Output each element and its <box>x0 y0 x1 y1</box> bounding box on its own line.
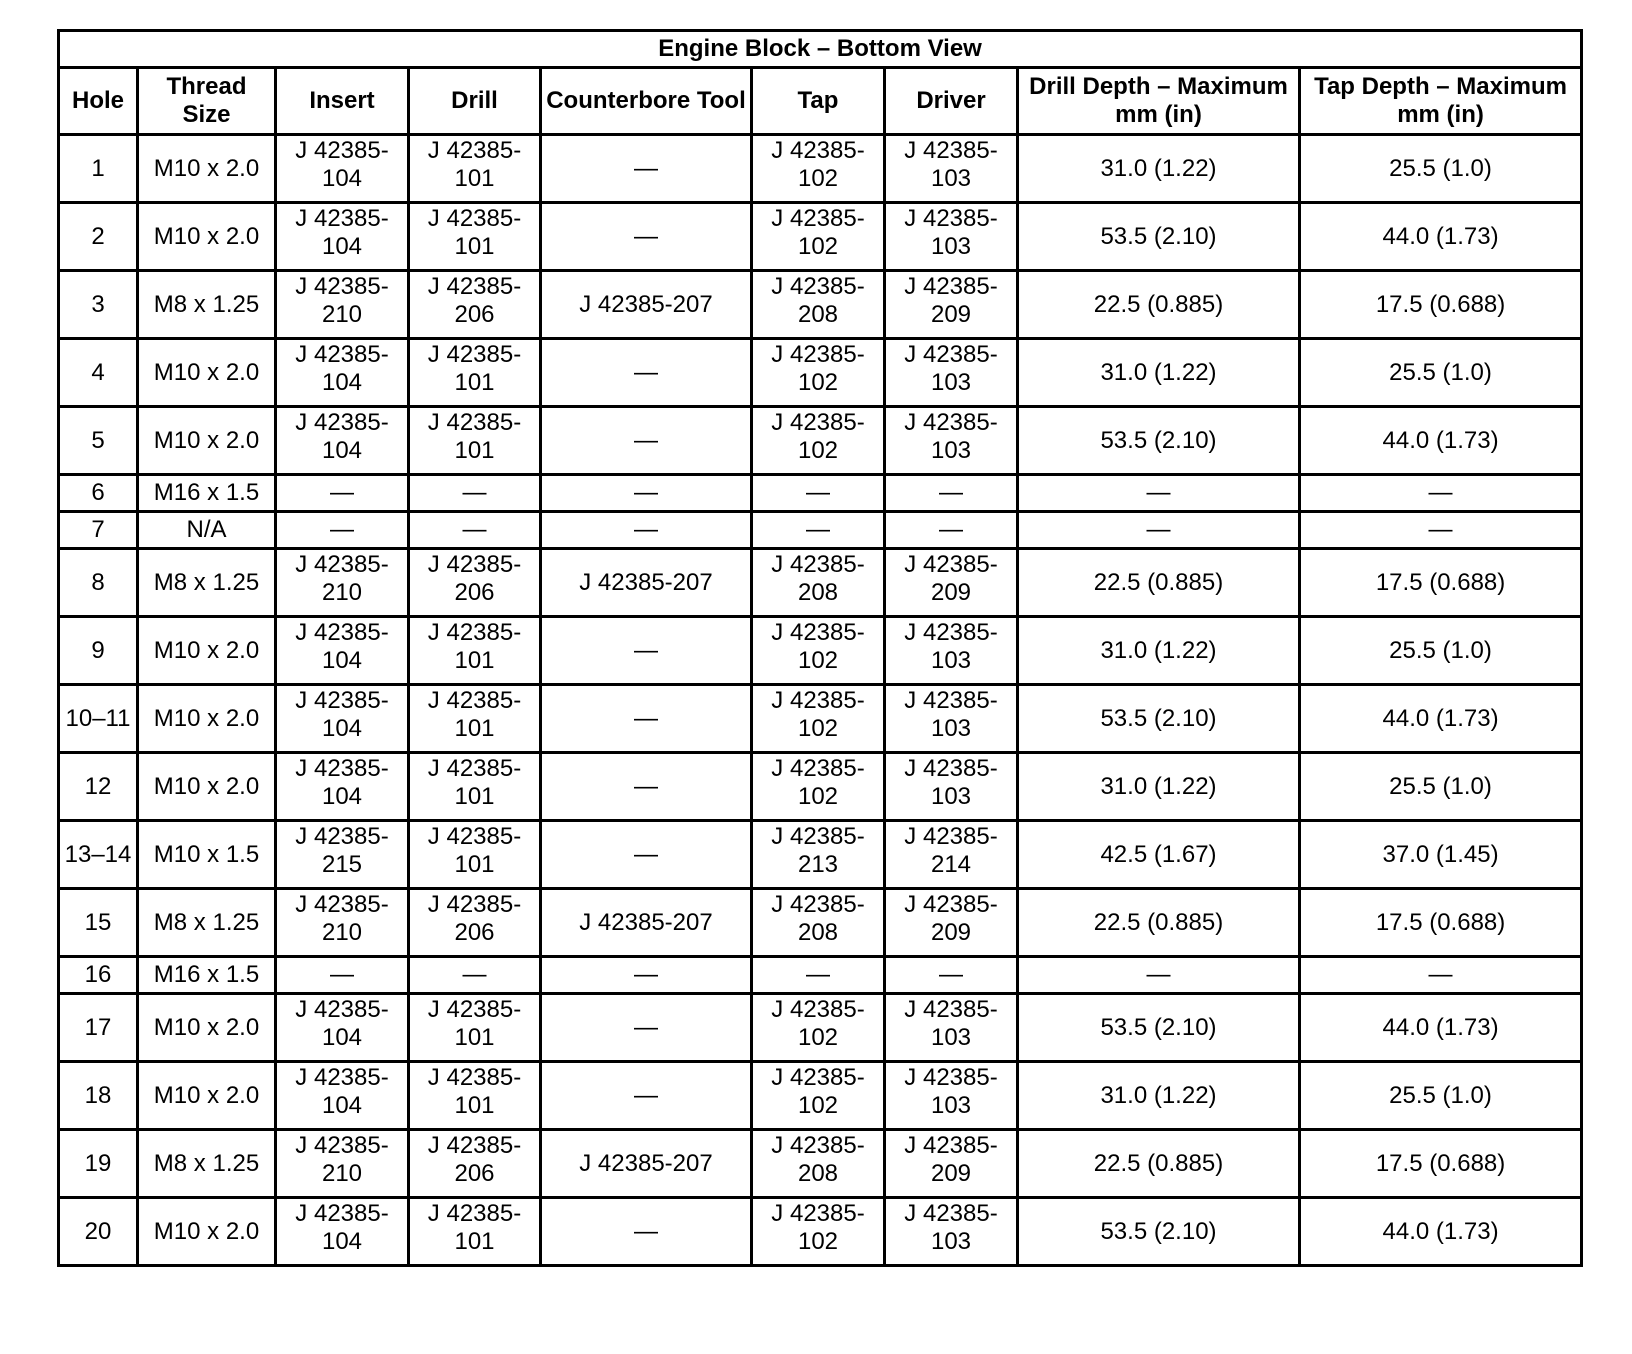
cell-counterbore-tool: — <box>541 203 752 271</box>
cell-driver: J 42385-103 <box>885 617 1018 685</box>
table-title: Engine Block – Bottom View <box>59 31 1582 68</box>
cell-hole: 8 <box>59 549 138 617</box>
cell-driver: J 42385-103 <box>885 685 1018 753</box>
cell-driver: J 42385-103 <box>885 1198 1018 1266</box>
cell-hole: 12 <box>59 753 138 821</box>
cell-insert: J 42385-104 <box>276 685 409 753</box>
cell-thread-size: M8 x 1.25 <box>138 271 276 339</box>
table-row <box>59 889 1582 957</box>
table-row <box>59 271 1582 339</box>
cell-tap: J 42385-208 <box>752 889 885 957</box>
cell-driver: J 42385-209 <box>885 271 1018 339</box>
cell-insert: J 42385-104 <box>276 339 409 407</box>
cell-drill-depth: 53.5 (2.10) <box>1018 994 1300 1062</box>
cell-tap-depth: 25.5 (1.0) <box>1300 753 1582 821</box>
cell-thread-size: M10 x 2.0 <box>138 407 276 475</box>
cell-tap-depth: 37.0 (1.45) <box>1300 821 1582 889</box>
cell-tap: J 42385-208 <box>752 549 885 617</box>
cell-tap-depth: — <box>1300 475 1582 512</box>
cell-counterbore-tool: — <box>541 994 752 1062</box>
table-row <box>59 617 1582 685</box>
cell-tap-depth: 25.5 (1.0) <box>1300 135 1582 203</box>
cell-drill: J 42385-101 <box>409 821 541 889</box>
column-header-insert: Insert <box>276 68 409 135</box>
cell-tap-depth: 17.5 (0.688) <box>1300 271 1582 339</box>
cell-thread-size: N/A <box>138 512 276 549</box>
cell-tap-depth: 17.5 (0.688) <box>1300 1130 1582 1198</box>
cell-hole: 19 <box>59 1130 138 1198</box>
table-row <box>59 203 1582 271</box>
cell-driver: — <box>885 512 1018 549</box>
cell-driver: J 42385-103 <box>885 203 1018 271</box>
cell-drill: J 42385-101 <box>409 135 541 203</box>
cell-drill: — <box>409 957 541 994</box>
cell-tap: J 42385-102 <box>752 617 885 685</box>
cell-hole: 2 <box>59 203 138 271</box>
cell-hole: 18 <box>59 1062 138 1130</box>
cell-insert: J 42385-104 <box>276 1198 409 1266</box>
cell-tap-depth: 44.0 (1.73) <box>1300 407 1582 475</box>
column-header-tap: Tap <box>752 68 885 135</box>
cell-drill: J 42385-101 <box>409 1062 541 1130</box>
cell-thread-size: M10 x 2.0 <box>138 753 276 821</box>
cell-drill-depth: 22.5 (0.885) <box>1018 271 1300 339</box>
cell-insert: J 42385-210 <box>276 271 409 339</box>
cell-hole: 6 <box>59 475 138 512</box>
cell-counterbore-tool: — <box>541 512 752 549</box>
cell-drill: J 42385-101 <box>409 1198 541 1266</box>
cell-hole: 1 <box>59 135 138 203</box>
column-header-hole: Hole <box>59 68 138 135</box>
cell-counterbore-tool: J 42385-207 <box>541 271 752 339</box>
cell-driver: — <box>885 475 1018 512</box>
cell-drill-depth: 53.5 (2.10) <box>1018 407 1300 475</box>
cell-counterbore-tool: — <box>541 685 752 753</box>
cell-thread-size: M16 x 1.5 <box>138 475 276 512</box>
table-row <box>59 407 1582 475</box>
cell-counterbore-tool: J 42385-207 <box>541 549 752 617</box>
cell-driver: J 42385-103 <box>885 994 1018 1062</box>
table-row <box>59 685 1582 753</box>
cell-counterbore-tool: — <box>541 339 752 407</box>
cell-drill: J 42385-101 <box>409 994 541 1062</box>
cell-driver: J 42385-209 <box>885 1130 1018 1198</box>
cell-driver: J 42385-103 <box>885 1062 1018 1130</box>
cell-driver: J 42385-209 <box>885 549 1018 617</box>
cell-tap-depth: 25.5 (1.0) <box>1300 339 1582 407</box>
cell-drill: J 42385-206 <box>409 549 541 617</box>
cell-drill: J 42385-101 <box>409 617 541 685</box>
table-row <box>59 957 1582 994</box>
table-row <box>59 512 1582 549</box>
cell-hole: 9 <box>59 617 138 685</box>
cell-drill: J 42385-206 <box>409 271 541 339</box>
cell-counterbore-tool: — <box>541 407 752 475</box>
cell-drill-depth: 22.5 (0.885) <box>1018 549 1300 617</box>
table-row <box>59 475 1582 512</box>
table-row <box>59 135 1582 203</box>
table-row <box>59 1062 1582 1130</box>
cell-drill: J 42385-101 <box>409 203 541 271</box>
cell-tap-depth: 44.0 (1.73) <box>1300 685 1582 753</box>
cell-insert: — <box>276 957 409 994</box>
cell-counterbore-tool: J 42385-207 <box>541 889 752 957</box>
cell-thread-size: M10 x 2.0 <box>138 1198 276 1266</box>
cell-drill-depth: 31.0 (1.22) <box>1018 339 1300 407</box>
table-row <box>59 339 1582 407</box>
cell-tap: J 42385-102 <box>752 685 885 753</box>
cell-tap-depth: 44.0 (1.73) <box>1300 203 1582 271</box>
cell-drill-depth: 53.5 (2.10) <box>1018 203 1300 271</box>
column-header-counterbore-tool: Counterbore Tool <box>541 68 752 135</box>
column-header-tap-depth: Tap Depth – Maximum mm (in) <box>1300 68 1582 135</box>
cell-insert: J 42385-104 <box>276 135 409 203</box>
cell-insert: J 42385-104 <box>276 1062 409 1130</box>
cell-insert: — <box>276 512 409 549</box>
cell-tap: J 42385-208 <box>752 1130 885 1198</box>
cell-driver: J 42385-103 <box>885 339 1018 407</box>
cell-drill: J 42385-206 <box>409 1130 541 1198</box>
table-row <box>59 753 1582 821</box>
cell-hole: 4 <box>59 339 138 407</box>
cell-insert: J 42385-210 <box>276 1130 409 1198</box>
cell-drill: J 42385-206 <box>409 889 541 957</box>
cell-insert: — <box>276 475 409 512</box>
cell-thread-size: M8 x 1.25 <box>138 1130 276 1198</box>
cell-drill-depth: 31.0 (1.22) <box>1018 753 1300 821</box>
column-header-drill: Drill <box>409 68 541 135</box>
cell-counterbore-tool: — <box>541 135 752 203</box>
cell-tap: — <box>752 475 885 512</box>
table-row <box>59 1198 1582 1266</box>
cell-thread-size: M10 x 2.0 <box>138 339 276 407</box>
cell-thread-size: M10 x 2.0 <box>138 135 276 203</box>
cell-thread-size: M10 x 2.0 <box>138 685 276 753</box>
cell-drill-depth: 31.0 (1.22) <box>1018 617 1300 685</box>
table-row <box>59 994 1582 1062</box>
column-header-driver: Driver <box>885 68 1018 135</box>
cell-drill: J 42385-101 <box>409 753 541 821</box>
cell-thread-size: M10 x 2.0 <box>138 1062 276 1130</box>
cell-hole: 13–14 <box>59 821 138 889</box>
cell-tap: J 42385-102 <box>752 994 885 1062</box>
cell-counterbore-tool: J 42385-207 <box>541 1130 752 1198</box>
cell-drill: — <box>409 475 541 512</box>
cell-tap: — <box>752 957 885 994</box>
cell-driver: J 42385-214 <box>885 821 1018 889</box>
cell-driver: J 42385-103 <box>885 753 1018 821</box>
cell-insert: J 42385-215 <box>276 821 409 889</box>
cell-counterbore-tool: — <box>541 957 752 994</box>
table-row <box>59 821 1582 889</box>
cell-thread-size: M10 x 1.5 <box>138 821 276 889</box>
cell-drill-depth: 22.5 (0.885) <box>1018 889 1300 957</box>
cell-insert: J 42385-210 <box>276 549 409 617</box>
cell-insert: J 42385-104 <box>276 753 409 821</box>
cell-counterbore-tool: — <box>541 475 752 512</box>
cell-drill-depth: — <box>1018 957 1300 994</box>
cell-tap-depth: — <box>1300 957 1582 994</box>
cell-thread-size: M10 x 2.0 <box>138 203 276 271</box>
cell-counterbore-tool: — <box>541 1062 752 1130</box>
cell-driver: J 42385-103 <box>885 407 1018 475</box>
cell-hole: 5 <box>59 407 138 475</box>
cell-tap-depth: 17.5 (0.688) <box>1300 889 1582 957</box>
cell-hole: 15 <box>59 889 138 957</box>
cell-drill-depth: 31.0 (1.22) <box>1018 135 1300 203</box>
cell-hole: 10–11 <box>59 685 138 753</box>
cell-driver: J 42385-209 <box>885 889 1018 957</box>
cell-drill-depth: 31.0 (1.22) <box>1018 1062 1300 1130</box>
cell-drill: J 42385-101 <box>409 407 541 475</box>
cell-tap-depth: — <box>1300 512 1582 549</box>
cell-tap: J 42385-102 <box>752 1062 885 1130</box>
cell-drill: — <box>409 512 541 549</box>
cell-insert: J 42385-104 <box>276 203 409 271</box>
cell-tap-depth: 25.5 (1.0) <box>1300 617 1582 685</box>
cell-driver: J 42385-103 <box>885 135 1018 203</box>
cell-tap: J 42385-102 <box>752 753 885 821</box>
cell-thread-size: M8 x 1.25 <box>138 549 276 617</box>
cell-drill-depth: — <box>1018 512 1300 549</box>
engine-block-table <box>57 29 1583 1267</box>
cell-drill-depth: 53.5 (2.10) <box>1018 1198 1300 1266</box>
cell-drill: J 42385-101 <box>409 339 541 407</box>
cell-tap: J 42385-213 <box>752 821 885 889</box>
cell-insert: J 42385-210 <box>276 889 409 957</box>
column-header-drill-depth: Drill Depth – Maximum mm (in) <box>1018 68 1300 135</box>
cell-thread-size: M10 x 2.0 <box>138 994 276 1062</box>
cell-tap-depth: 17.5 (0.688) <box>1300 549 1582 617</box>
cell-thread-size: M16 x 1.5 <box>138 957 276 994</box>
cell-driver: — <box>885 957 1018 994</box>
cell-tap: J 42385-208 <box>752 271 885 339</box>
cell-insert: J 42385-104 <box>276 994 409 1062</box>
cell-tap: J 42385-102 <box>752 407 885 475</box>
cell-counterbore-tool: — <box>541 617 752 685</box>
cell-hole: 3 <box>59 271 138 339</box>
column-header-thread-size: Thread Size <box>138 68 276 135</box>
cell-hole: 16 <box>59 957 138 994</box>
cell-thread-size: M8 x 1.25 <box>138 889 276 957</box>
cell-drill-depth: 42.5 (1.67) <box>1018 821 1300 889</box>
cell-hole: 17 <box>59 994 138 1062</box>
cell-insert: J 42385-104 <box>276 407 409 475</box>
cell-tap: J 42385-102 <box>752 135 885 203</box>
cell-counterbore-tool: — <box>541 753 752 821</box>
cell-tap: J 42385-102 <box>752 339 885 407</box>
cell-insert: J 42385-104 <box>276 617 409 685</box>
cell-tap: J 42385-102 <box>752 1198 885 1266</box>
cell-drill-depth: — <box>1018 475 1300 512</box>
cell-drill-depth: 53.5 (2.10) <box>1018 685 1300 753</box>
cell-tap-depth: 44.0 (1.73) <box>1300 1198 1582 1266</box>
cell-counterbore-tool: — <box>541 1198 752 1266</box>
cell-thread-size: M10 x 2.0 <box>138 617 276 685</box>
cell-hole: 7 <box>59 512 138 549</box>
table-row <box>59 549 1582 617</box>
cell-tap: — <box>752 512 885 549</box>
cell-drill: J 42385-101 <box>409 685 541 753</box>
cell-counterbore-tool: — <box>541 821 752 889</box>
cell-tap-depth: 44.0 (1.73) <box>1300 994 1582 1062</box>
cell-tap-depth: 25.5 (1.0) <box>1300 1062 1582 1130</box>
table-row <box>59 1130 1582 1198</box>
cell-hole: 20 <box>59 1198 138 1266</box>
cell-drill-depth: 22.5 (0.885) <box>1018 1130 1300 1198</box>
cell-tap: J 42385-102 <box>752 203 885 271</box>
